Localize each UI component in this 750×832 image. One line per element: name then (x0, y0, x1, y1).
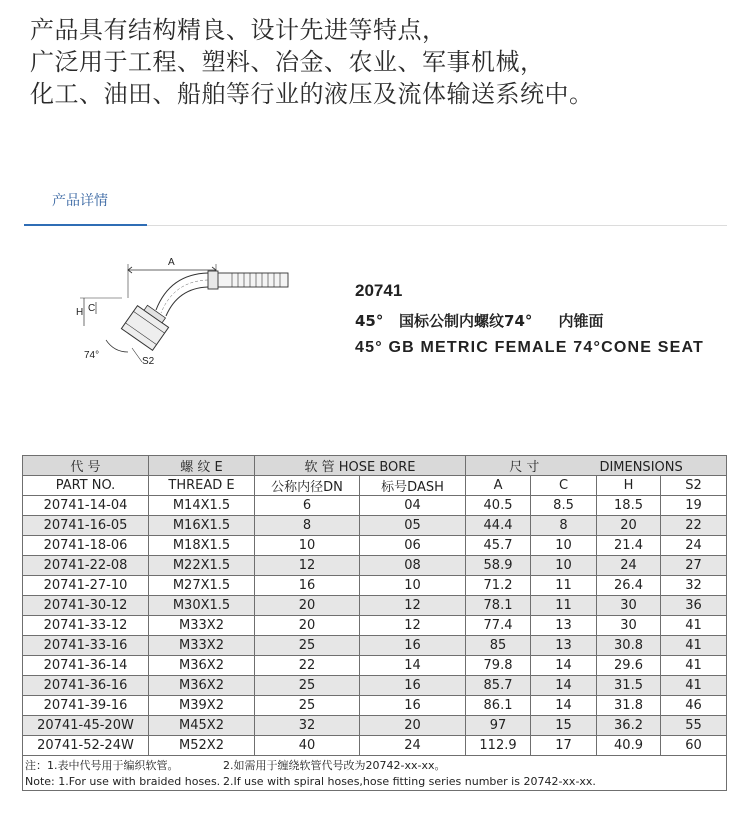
dimension-label-s2: S2 (142, 356, 155, 367)
table-cell: 12 (255, 556, 360, 576)
table-cell: 20741-36-16 (23, 676, 149, 696)
table-cell: 14 (360, 656, 466, 676)
centerline (161, 280, 208, 313)
table-cell: 15 (531, 716, 597, 736)
table-row (23, 516, 727, 536)
table-cell: 16 (255, 576, 360, 596)
table-cell: 40.5 (466, 496, 531, 516)
table-cell: 97 (466, 716, 531, 736)
table-cell: 24 (661, 536, 727, 556)
table-cell: 24 (597, 556, 661, 576)
table-cell: 10 (531, 556, 597, 576)
table-cell: 78.1 (466, 596, 531, 616)
table-cell: 14 (531, 656, 597, 676)
table-cell: 44.4 (466, 516, 531, 536)
title-angle: 45° (355, 312, 384, 330)
table-cell: 40.9 (597, 736, 661, 756)
table-row (23, 636, 727, 656)
dimension-label-c: C (88, 303, 96, 314)
table-cell: M18X1.5 (149, 536, 255, 556)
table-cell: M22X1.5 (149, 556, 255, 576)
table-cell: 20 (255, 596, 360, 616)
table-cell: 41 (661, 656, 727, 676)
table-cell: 25 (255, 636, 360, 656)
table-cell: 08 (360, 556, 466, 576)
table-cell: 20741-18-06 (23, 536, 149, 556)
table-cell: 32 (255, 716, 360, 736)
note-cn-2: 2.如需用于缠绕软管代号改为20742-xx-xx。 (223, 758, 446, 772)
table-cell: 20 (360, 716, 466, 736)
table-cell: 16 (360, 696, 466, 716)
table-cell: M16X1.5 (149, 516, 255, 536)
header-cell: 标号DASH (360, 476, 466, 496)
intro-line: 产品具有结构精良、设计先进等特点， (30, 16, 447, 44)
header-cell: THREAD E (149, 476, 255, 496)
table-cell: M52X2 (149, 736, 255, 756)
dimension-table (22, 455, 727, 791)
fitting-tail (216, 273, 288, 287)
table-cell: 30 (597, 616, 661, 636)
table-cell: 20741-36-14 (23, 656, 149, 676)
header-cell: A (466, 476, 531, 496)
fitting-drawing (70, 248, 300, 378)
table-cell: M39X2 (149, 696, 255, 716)
table-cell: 18.5 (597, 496, 661, 516)
table-cell: M36X2 (149, 676, 255, 696)
note-en-1: Note: 1.For use with braided hoses. (25, 775, 221, 788)
table-cell: M33X2 (149, 636, 255, 656)
table-cell: 25 (255, 676, 360, 696)
table-cell: 58.9 (466, 556, 531, 576)
note-en-2: 2.If use with spiral hoses,hose fitting series number is 20742-xx-xx. (223, 775, 596, 788)
table-cell: 20 (255, 616, 360, 636)
table-cell: 55 (661, 716, 727, 736)
title-desc: 国标公制内螺纹74° (399, 312, 533, 330)
title-seat: 内锥面 (558, 312, 604, 330)
header-code-cn: 代 号 (23, 456, 149, 476)
dimension-label-h: H (76, 307, 84, 318)
table-cell: 30 (597, 596, 661, 616)
note-row-en (23, 773, 727, 791)
table-row (23, 596, 727, 616)
table-cell: 21.4 (597, 536, 661, 556)
tab-product-details[interactable]: 产品详情 (52, 193, 108, 209)
table-cell: 24 (360, 736, 466, 756)
table-cell: 41 (661, 636, 727, 656)
table-cell: 46 (661, 696, 727, 716)
table-cell: 20741-27-10 (23, 576, 149, 596)
table-cell: 41 (661, 676, 727, 696)
table-row (23, 696, 727, 716)
table-cell: 13 (531, 636, 597, 656)
table-cell: 36.2 (597, 716, 661, 736)
table-cell: M45X2 (149, 716, 255, 736)
table-cell: 31.5 (597, 676, 661, 696)
table-row (23, 616, 727, 636)
table-cell: 14 (531, 696, 597, 716)
table-row (23, 716, 727, 736)
table-cell: 26.4 (597, 576, 661, 596)
leader-line (132, 348, 142, 362)
table-cell: 10 (255, 536, 360, 556)
tube-outer (156, 273, 208, 310)
table-cell: 19 (661, 496, 727, 516)
table-cell: 20741-30-12 (23, 596, 149, 616)
header-dimensions (466, 456, 727, 476)
table-cell: 06 (360, 536, 466, 556)
table-cell: 20741-16-05 (23, 516, 149, 536)
tube-inner (166, 287, 208, 316)
table-cell: 45.7 (466, 536, 531, 556)
table-cell: 30.8 (597, 636, 661, 656)
table-cell: 22 (255, 656, 360, 676)
table-cell: 05 (360, 516, 466, 536)
table-row (23, 536, 727, 556)
table-cell: 13 (531, 616, 597, 636)
angle-label: 74° (84, 350, 100, 361)
nut (121, 301, 172, 351)
table-cell: 8 (531, 516, 597, 536)
header-cell: PART NO. (23, 476, 149, 496)
table-cell: 20741-52-24W (23, 736, 149, 756)
dimension-label-a: A (168, 257, 175, 268)
product-code: 20741 (355, 281, 403, 300)
table-row (23, 656, 727, 676)
product-title-en: 45° GB METRIC FEMALE 74°CONE SEAT (355, 339, 705, 356)
note-cn-1: 注：1.表中代号用于编织软管。 (25, 758, 179, 772)
header-hose-bore: 软 管 HOSE BORE (255, 456, 466, 476)
table-cell: 20741-33-16 (23, 636, 149, 656)
table-cell: 60 (661, 736, 727, 756)
table-cell: 16 (360, 636, 466, 656)
header-dims-en: DIMENSIONS (599, 460, 683, 475)
header-row (23, 456, 727, 476)
header-cell: C (531, 476, 597, 496)
table-cell: 36 (661, 596, 727, 616)
table-cell: 20741-33-12 (23, 616, 149, 636)
table-cell: 11 (531, 596, 597, 616)
table-cell: 79.8 (466, 656, 531, 676)
table-cell: 25 (255, 696, 360, 716)
table-cell: 31.8 (597, 696, 661, 716)
table-cell: 8 (255, 516, 360, 536)
table-cell: 77.4 (466, 616, 531, 636)
table-row (23, 556, 727, 576)
table-row (23, 736, 727, 756)
table-cell: 8.5 (531, 496, 597, 516)
intro-line: 广泛用于工程、塑料、冶金、农业、军事机械， (30, 48, 545, 76)
intro-text (30, 14, 730, 110)
table-cell: 85 (466, 636, 531, 656)
table-cell: M27X1.5 (149, 576, 255, 596)
table-cell: 16 (360, 676, 466, 696)
note-row-cn (23, 756, 727, 774)
table-row (23, 496, 727, 516)
table-row (23, 576, 727, 596)
table-row (23, 676, 727, 696)
table-cell: 20741-45-20W (23, 716, 149, 736)
table-cell: 17 (531, 736, 597, 756)
table-cell: 14 (531, 676, 597, 696)
table-cell: M14X1.5 (149, 496, 255, 516)
table-cell: 20741-22-08 (23, 556, 149, 576)
header-thread-cn: 螺 纹 E (149, 456, 255, 476)
table-cell: 40 (255, 736, 360, 756)
table-cell: M36X2 (149, 656, 255, 676)
note-cn (23, 756, 727, 774)
table-cell: 10 (531, 536, 597, 556)
angle-arc (106, 340, 128, 352)
table-cell: 29.6 (597, 656, 661, 676)
table-cell: 71.2 (466, 576, 531, 596)
table-cell: 85.7 (466, 676, 531, 696)
table-cell: 41 (661, 616, 727, 636)
note-en (23, 773, 727, 791)
table-cell: M30X1.5 (149, 596, 255, 616)
table-cell: 22 (661, 516, 727, 536)
product-info (355, 281, 704, 357)
product-title-cn (355, 310, 704, 331)
intro-line: 化工、油田、船舶等行业的液压及流体输送系统中。 (30, 80, 594, 108)
tab-active-indicator (24, 224, 147, 226)
table-cell: 04 (360, 496, 466, 516)
header-cell: H (597, 476, 661, 496)
table-cell: 6 (255, 496, 360, 516)
table-cell: 20 (597, 516, 661, 536)
table-cell: 20741-39-16 (23, 696, 149, 716)
header-cell: S2 (661, 476, 727, 496)
header-cell: 公称内径DN (255, 476, 360, 496)
table-cell: 10 (360, 576, 466, 596)
table-cell: 112.9 (466, 736, 531, 756)
table-cell: 32 (661, 576, 727, 596)
collar (208, 271, 218, 289)
table-cell: 12 (360, 596, 466, 616)
table-cell: 20741-14-04 (23, 496, 149, 516)
header-row (23, 476, 727, 496)
table-cell: M33X2 (149, 616, 255, 636)
table-cell: 86.1 (466, 696, 531, 716)
table-cell: 11 (531, 576, 597, 596)
table-cell: 12 (360, 616, 466, 636)
table-cell: 27 (661, 556, 727, 576)
header-dims-cn: 尺 寸 (509, 460, 540, 475)
